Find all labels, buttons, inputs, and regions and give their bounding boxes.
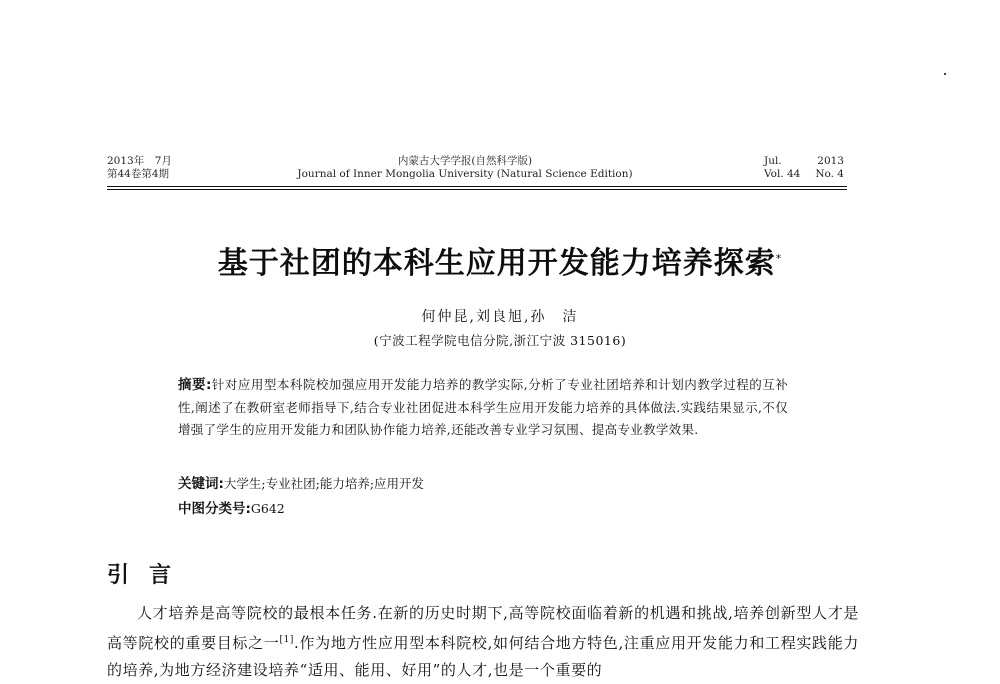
journal-date-issue [107,155,172,181]
header-rule-bottom [107,189,847,190]
abstract-label: 摘要: [178,377,212,393]
classification [178,497,285,517]
paper-title-text: 基于社团的本科生应用开发能力培养探索 [217,246,776,281]
body-text-1: 人才培养是高等院校的最根本任务.在新的历史时期下,高等院校面临着新的机遇和挑战,培养创新型人才是高等院校的重要目标之一 [107,604,859,652]
header-date: 2013年 7月 [107,155,172,167]
journal-date-issue-en [764,155,844,181]
citation-marker: [1] [279,635,295,645]
body-text [107,600,859,684]
header-rule-top [107,186,847,187]
body-text-2: .作为地方性应用型本科院校,如何结合地方特色,注重应用开发能力和工程实践能力的培养,为地方经济建设培养“适用、能用、好用”的人才,也是一个重要的 [107,634,860,679]
abstract-text: 针对应用型本科院校加强应用开发能力培养的教学实际,分析了专业社团培养和计划内教学过程的互补性,阐述了在教研室老师指导下,结合专业社团促进本科学生应用开发能力培养的具体做法.实践结果显示,不仅增强了学生的应用开发能力和团队协作能力培养,还能改善专业学习氛围、提高专业教学效果. [178,377,788,437]
journal-name-cn: 内蒙古大学学报(自然科学版) [397,155,533,167]
classification-label: 中图分类号: [178,501,251,517]
scan-speck [944,73,946,75]
body-paragraph [107,600,859,684]
paper-affiliation: (宁波工程学院电信分院,浙江宁波 315016) [373,333,627,348]
paper-authors: 何仲昆,刘良旭,孙 洁 [421,309,579,325]
journal-name-en: Journal of Inner Mongolia University (Natural Science Edition) [297,168,633,180]
keywords-label: 关键词: [178,476,224,492]
header-vol-en: Vol. 44 [764,168,801,180]
journal-name [285,155,645,181]
keywords [178,472,424,492]
keywords-text: 大学生;专业社团;能力培养;应用开发 [223,476,425,491]
paper-title [0,238,1000,282]
title-footnote-mark: * [775,252,783,265]
abstract [178,374,788,442]
header-month-en: Jul. [764,155,782,167]
header-no-en: No. 4 [815,168,844,180]
classification-text: G642 [250,501,285,516]
header-year-en: 2013 [817,155,844,167]
header-volume-issue: 第44卷第4期 [107,168,170,180]
section-heading: 引言 [107,563,192,588]
